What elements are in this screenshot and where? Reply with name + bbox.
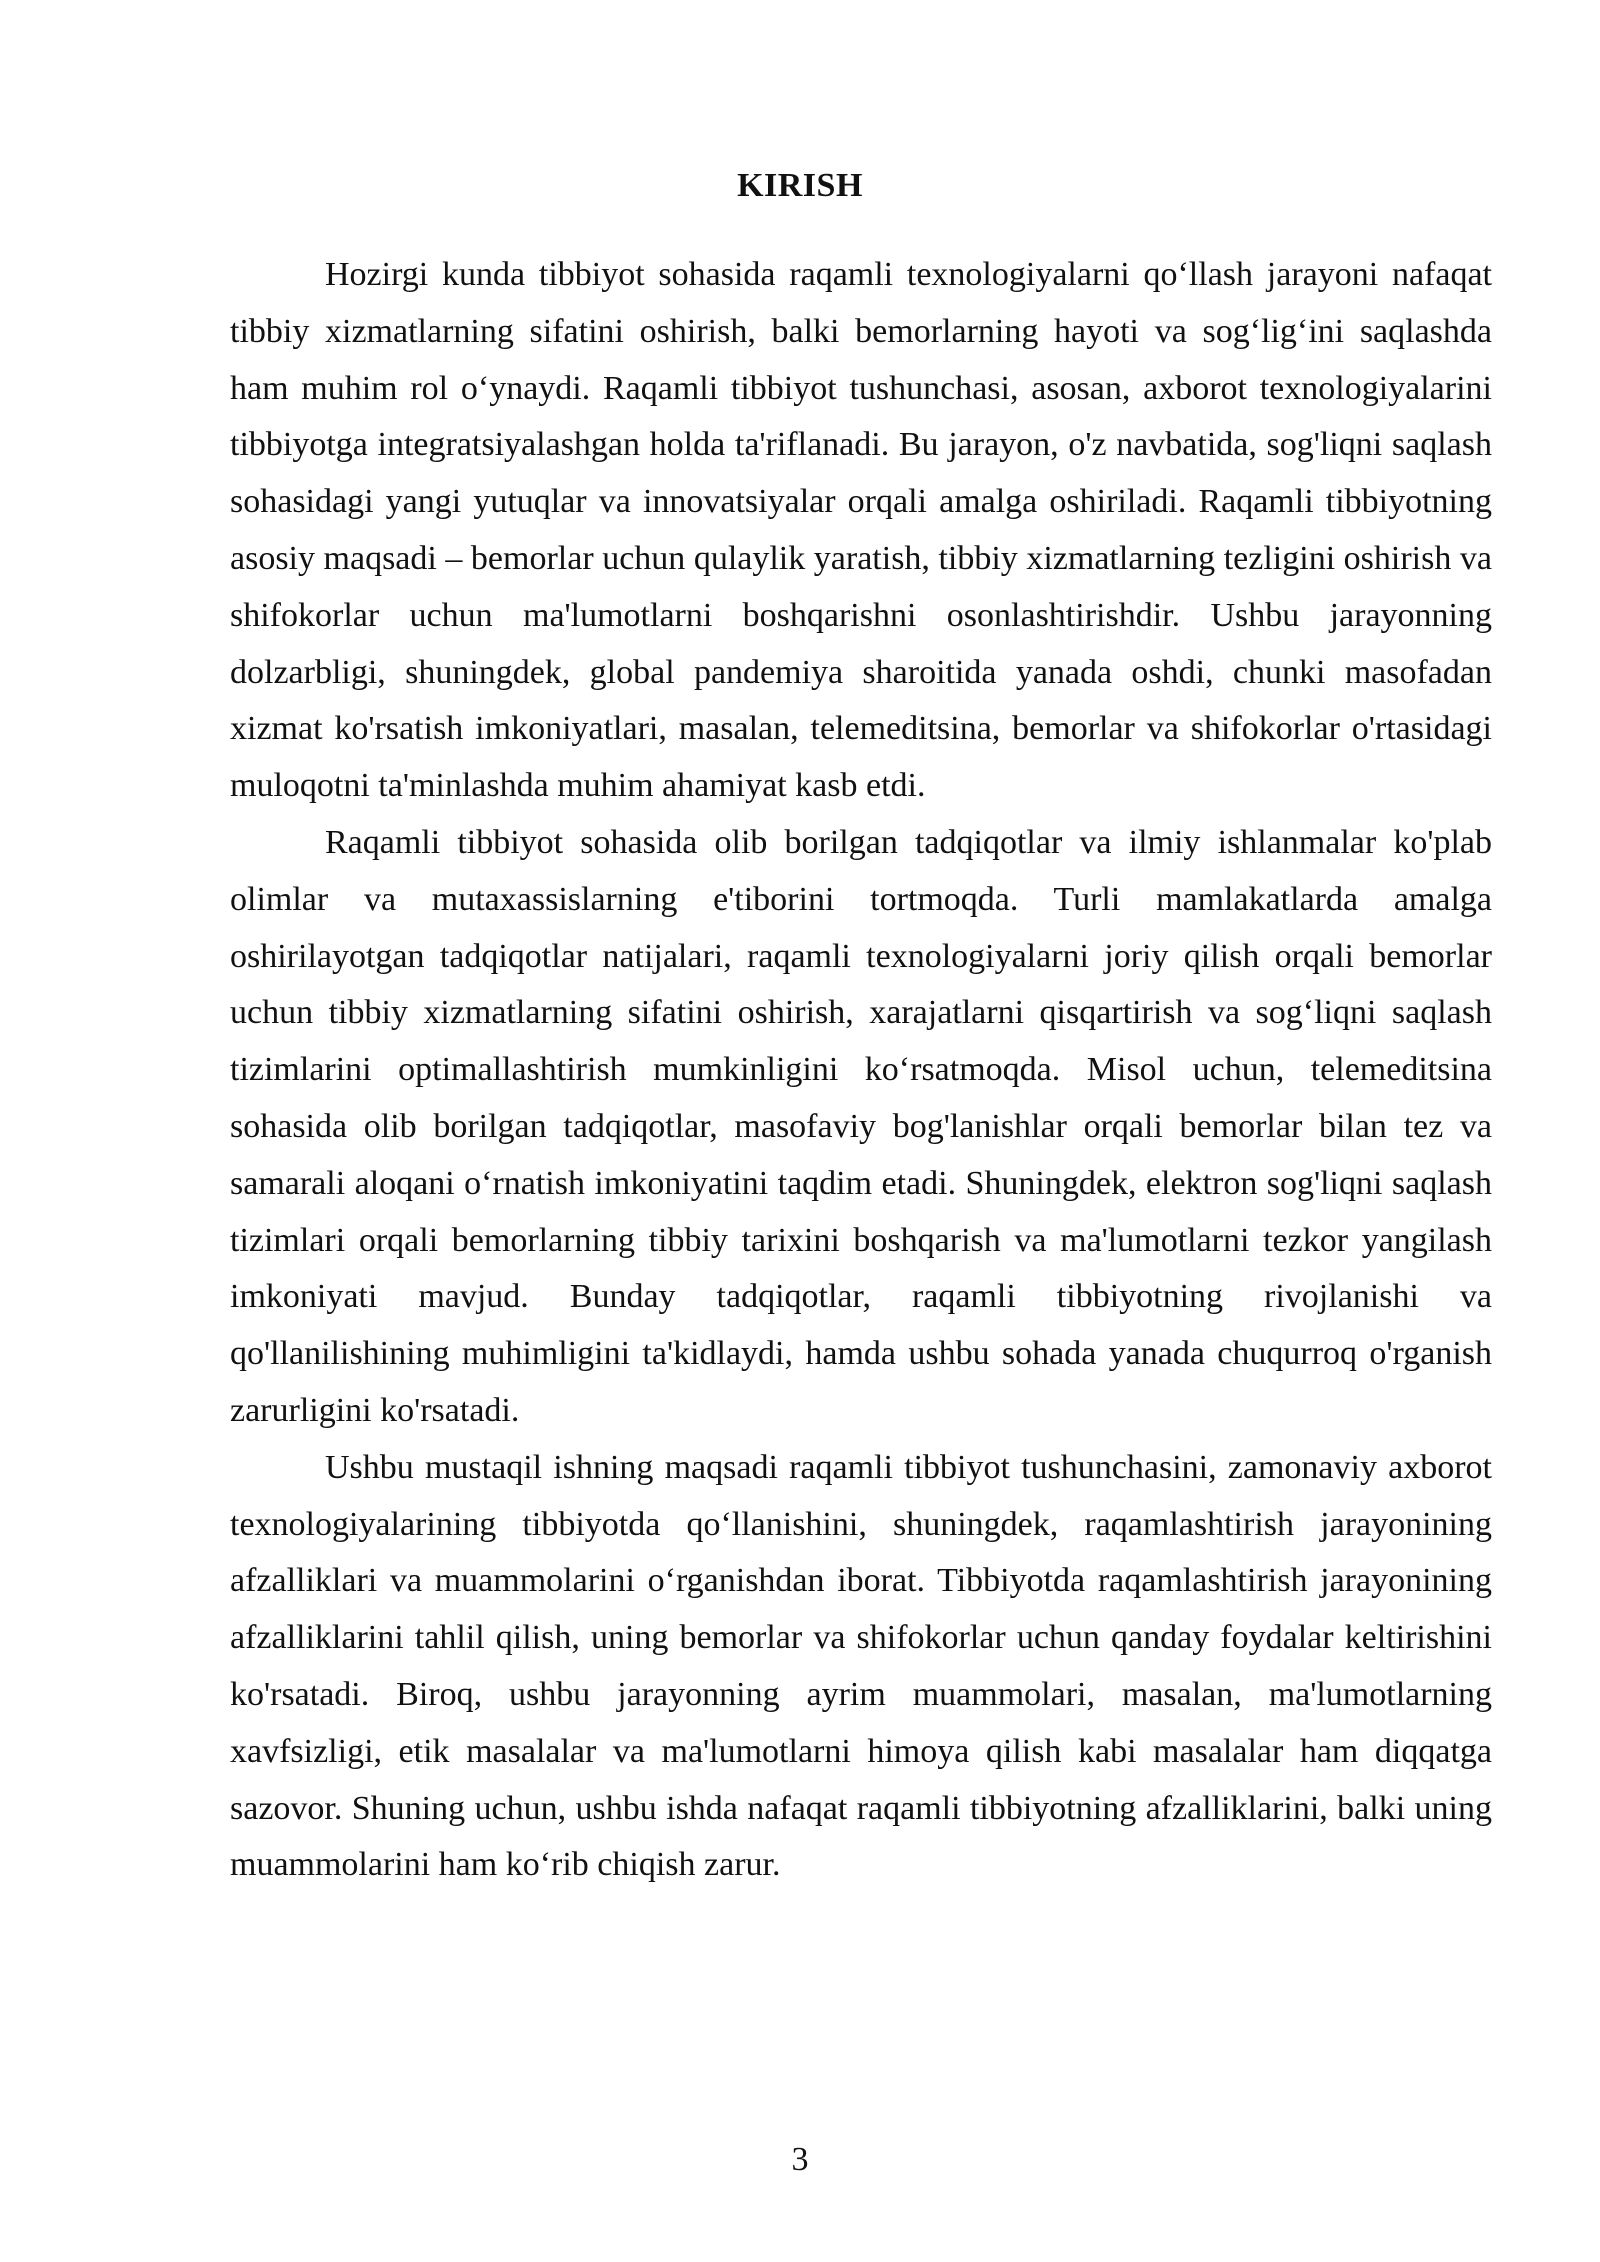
paragraph-goal: Ushbu mustaqil ishning maqsadi raqamli tibbiyot tushunchasini, zamonaviy axborot texnologiyalarining tibbiyotda qo‘llanishini, shuningdek, raqamlashtirish jarayonining afzalliklari va muammolarini o‘rganishdan iborat. Tibbiyotda raqamlashtirish jarayonining afzalliklarini tahlil qilish, uning bemorlar va shifokorlar uchun qanday foydalar keltirishini ko'rsatadi. Biroq, ushbu jarayonning ayrim muammolari, masalan, ma'lumotlarning xavfsizligi, etik masalalar va ma'lumotlarni himoya qilish kabi masalalar ham diqqatga sazovor. Shuning uchun, ushbu ishda nafaqat raqamli tibbiyotning afzalliklarini, balki uning muammolarini ham ko‘rib chiqish zarur. (230, 1448, 1492, 1884)
paragraph-intro: Hozirgi kunda tibbiyot sohasida raqamli texnologiyalarni qo‘llash jarayoni nafaqat tibbiy xizmatlarning sifatini oshirish, balki bemorlarning hayoti va sog‘lig‘ini saqlashda ham muhim rol o‘ynaydi. Raqamli tibbiyot tushunchasi, asosan, axborot texnologiyalarini tibbiyotga integratsiyalashgan holda ta'riflanadi. Bu jarayon, o'z navbatida, sog'liqni saqlash sohasidagi yangi yutuqlar va innovatsiyalar orqali amalga oshiriladi. Raqamli tibbiyotning asosiy maqsadi – bemorlar uchun qulaylik yaratish, tibbiy xizmatlarning tezligini oshirish va shifokorlar uchun ma'lumotlarni boshqarishni osonlashtirishdir. Ushbu jarayonning dolzarbligi, shuningdek, global pandemiya sharoitida yanada oshdi, chunki masofadan xizmat ko'rsatish imkoniyatlari, masalan, telemeditsina, bemorlar va shifokorlar o'rtasidagi muloqotni ta'minlashda muhim ahamiyat kasb etdi. (230, 256, 1492, 805)
body-text (230, 247, 1492, 1894)
paragraph-research: Raqamli tibbiyot sohasida olib borilgan tadqiqotlar va ilmiy ishlanmalar ko'plab olimlar va mutaxassislarning e'tiborini tortmoqda. Turli mamlakatlarda amalga oshirilayotgan tadqiqotlar natijalari, raqamli texnologiyalarni joriy qilish orqali bemorlar uchun tibbiy xizmatlarning sifatini oshirish, xarajatlarni qisqartirish va sog‘liqni saqlash tizimlarini optimallashtirish mumkinligini ko‘rsatmoqda. Misol uchun, telemeditsina sohasida olib borilgan tadqiqotlar, masofaviy bog'lanishlar orqali bemorlar bilan tez va samarali aloqani o‘rnatish imkoniyatini taqdim etadi. Shuningdek, elektron sog'liqni saqlash tizimlari orqali bemorlarning tibbiy tarixini boshqarish va ma'lumotlarni tezkor yangilash imkoniyati mavjud. Bunday tadqiqotlar, raqamli tibbiyotning rivojlanishi va qo'llanilishining muhimligini ta'kidlaydi, hamda ushbu sohada yanada chuqurroq o'rganish zarurligini ko'rsatadi. (230, 823, 1492, 1429)
section-heading: KIRISH (737, 167, 863, 204)
page-number: 3 (791, 2141, 809, 2178)
